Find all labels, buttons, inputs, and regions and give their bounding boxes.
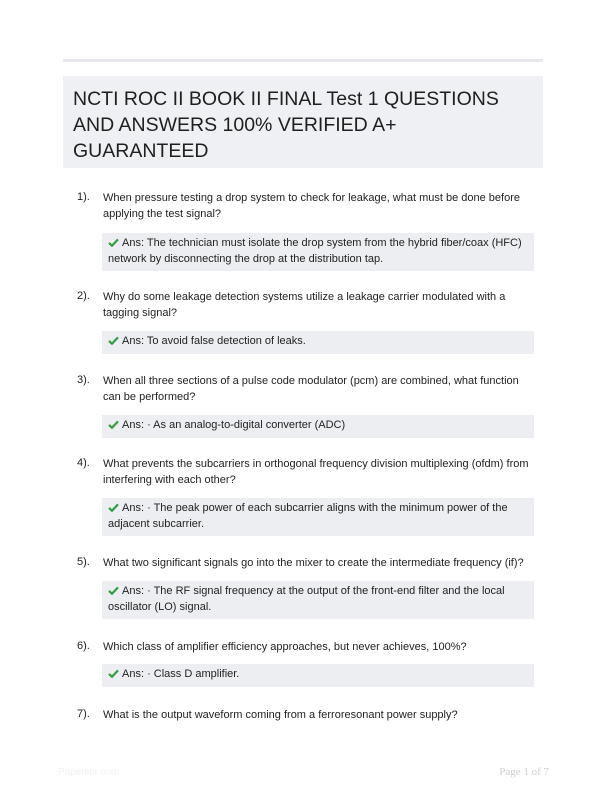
answer-box: [102, 581, 534, 619]
footer-watermark: Paperlibr.com: [58, 767, 120, 778]
answer-box: [102, 664, 534, 687]
question-number: 5).: [77, 556, 90, 568]
question-text: What prevents the subcarriers in orthogonal frequency division multiplexing (ofdm) from interfering with each other?: [103, 458, 529, 486]
question-number: 6).: [77, 640, 90, 652]
answer-text: Ans: To avoid false detection of leaks.: [122, 335, 306, 347]
question-text: Why do some leakage detection systems utilize a leakage carrier modulated with a tagging signal?: [103, 291, 506, 319]
question-number: 1).: [77, 191, 90, 203]
title-banner: [63, 76, 543, 168]
answer-box: [102, 331, 534, 354]
answer-box: [102, 415, 534, 438]
answer-box: [102, 233, 534, 271]
checkmark-icon: [108, 669, 119, 678]
question-text: What is the output waveform coming from a ferroresonant power supply?: [103, 709, 458, 721]
checkmark-icon: [108, 503, 119, 512]
question-number: 4).: [77, 457, 90, 469]
checkmark-icon: [108, 586, 119, 595]
checkmark-icon: [108, 336, 119, 345]
answer-text: Ans: · As an analog-to-digital converter (ADC): [122, 419, 346, 431]
page-indicator: Page 1 of 7: [499, 766, 549, 778]
question-number: 2).: [77, 290, 90, 302]
top-divider: [63, 59, 543, 62]
answer-text: Ans: · Class D amplifier.: [122, 668, 240, 680]
question-text: Which class of amplifier efficiency approaches, but never achieves, 100%?: [103, 641, 467, 653]
question-number: 7).: [77, 708, 90, 720]
answer-text: Ans: · The RF signal frequency at the output of the front-end filter and the local oscillator (LO) signal.: [108, 585, 505, 613]
answer-text: Ans: The technician must isolate the drop system from the hybrid fiber/coax (HFC) network by disconnecting the drop at the distribution tap.: [108, 237, 522, 265]
question-number: 3).: [77, 374, 90, 386]
question-text: When all three sections of a pulse code modulator (pcm) are combined, what function can be performed?: [103, 375, 519, 403]
checkmark-icon: [108, 238, 119, 247]
question-text: When pressure testing a drop system to check for leakage, what must be done before applying the test signal?: [103, 192, 521, 220]
question-text: What two significant signals go into the mixer to create the intermediate frequency (if)?: [103, 557, 524, 569]
checkmark-icon: [108, 420, 119, 429]
document-title: NCTI ROC II BOOK II FINAL Test 1 QUESTIONS AND ANSWERS 100% VERIFIED A+ GUARANTEED: [73, 88, 499, 162]
answer-box: [102, 498, 534, 536]
answer-text: Ans: · The peak power of each subcarrier aligns with the minimum power of the adjacent subcarrier.: [108, 502, 508, 530]
